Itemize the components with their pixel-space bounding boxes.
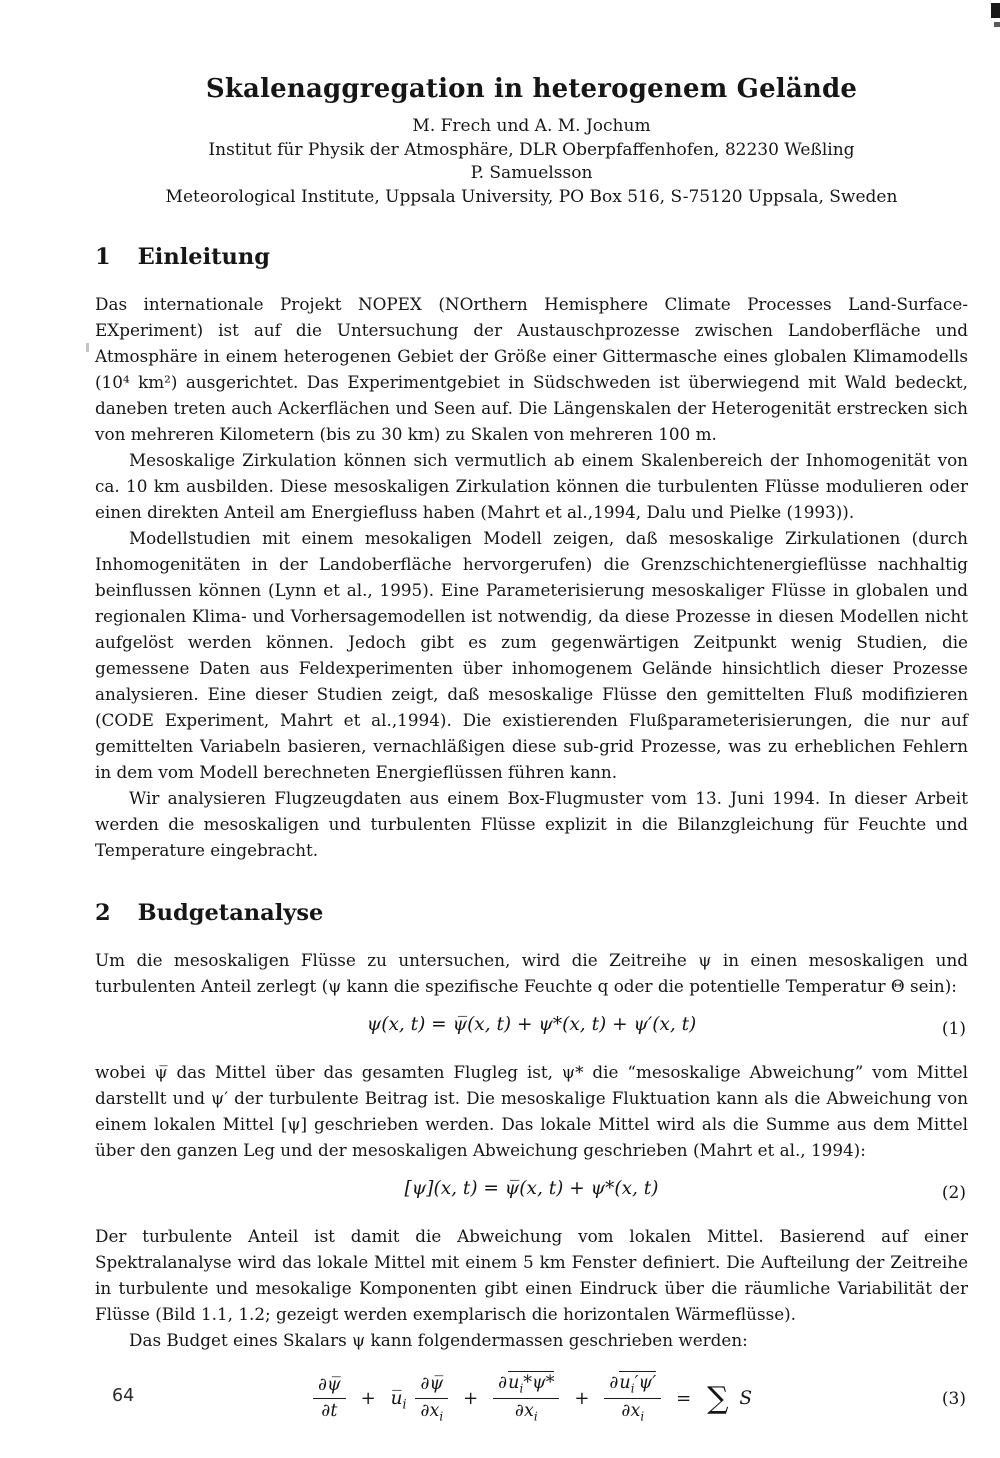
author-line-2: P. Samuelsson	[470, 163, 593, 183]
paragraph: Mesoskalige Zirkulation können sich vermutlich ab einem Skalenbereich der Inhomogenität von ca. 10 km ausbilden. Diese mesoskaligen Zirkulation können die turbulenten Flüsse modulieren oder einen direkten Anteil am Energiefluss haben (Mahrt et al.,1994, Dalu und Pielke (1993)).	[95, 450, 968, 522]
section-heading-einleitung	[95, 244, 968, 270]
storage-term-fraction: $\frac{\partial\psi̅}{\partial t}$	[313, 1375, 346, 1424]
overline-group: $u_i*\psi*$	[508, 1373, 555, 1396]
advection-term-fraction: $\frac{\partial\psi̅}{\partial x_i}$	[415, 1374, 448, 1424]
mesoscale-flux-term-fraction: $\frac{\partial u_i*\psi*}{\partial x_i}$	[493, 1373, 559, 1425]
section-number: 1	[95, 244, 111, 270]
paragraph: Das internationale Projekt NOPEX (NOrthern Hemisphere Climate Processes Land-Surface-EXperiment) ist auf die Untersuchung der Austauschprozesse zwischen Landoberfläche und Atmosphäre in einem heterogenen Gebiet der Größe einer Gittermasche eines globalen Klimamodells (10⁴ km²) ausgerichtet. Das Experimentgebiet in Südschweden ist überwiegend mit Wald bedeckt, daneben treten auch Ackerflächen und Seen auf. Die Längenskalen der Heterogenität erstrecken sich von mehreren Kilometern (bis zu 30 km) zu Skalen von mehreren 100 m.	[95, 294, 968, 444]
paragraph: Modellstudien mit einem mesokaligen Modell zeigen, daß mesoskalige Zirkulationen (durch Inhomogenitäten in der Landoberfläche hervorgerufen) die Grenzschichtenergieflüsse nachhaltig beinflussen können (Lynn et al., 1995). Eine Parameterisierung mesoskaliger Flüsse in globalen und regionalen Klima- und Vorhersagemodellen ist notwendig, da diese Prozesse in diesen Modellen nicht aufgelöst werden können. Jedoch gibt es zum gegenwärtigen Zeitpunkt wenig Studien, die gemessene Daten aus Feldexperimenten über inhomogenem Gelände hinsichtlich dieser Prozesse analysieren. Eine dieser Studien zeigt, daß mesoskalige Flüsse den gemittelten Fluß modifizieren (CODE Experiment, Mahrt et al.,1994). Die existierenden Flußparameterisierungen, die nur auf gemittelten Variabeln basieren, vernachläßigen diese sub-grid Prozesse, was zu erheblichen Fehlern in dem vom Modell berechneten Energieflüssen führen kann.	[95, 528, 968, 782]
plus-operator: +	[463, 1387, 479, 1409]
equation-number: (3)	[941, 1388, 966, 1409]
equation-number: (1)	[941, 1019, 966, 1039]
paragraph: Um die mesoskaligen Flüsse zu untersuchen, wird die Zeitreihe ψ in einen mesoskaligen und turbulenten Anteil zerlegt (ψ kann die spezifische Feuchte q oder die potentielle Temperatur Θ sein):	[95, 950, 968, 996]
equation-body: ψ(x, t) = ψ̅(x, t) + ψ*(x, t) + ψ′(x, t)	[366, 1014, 697, 1035]
equation-2	[95, 1178, 968, 1208]
authors-line: M. Frech und A. M. Jochum	[412, 116, 651, 136]
plus-operator: +	[360, 1387, 376, 1409]
section-heading-budgetanalyse	[95, 900, 968, 926]
section-number: 2	[95, 900, 111, 926]
equation-number: (2)	[941, 1183, 966, 1203]
author-block	[95, 115, 968, 209]
page-content	[95, 74, 968, 1443]
section-title: Einleitung	[137, 244, 270, 270]
affiliation-line-2: Meteorological Institute, Uppsala University, PO Box 516, S-75120 Uppsala, Sweden	[165, 186, 898, 207]
turbulent-flux-term-fraction: $\frac{\partial u_i'\psi'}{\partial x_i}$	[604, 1373, 661, 1425]
paragraph: Wir analysieren Flugzeugdaten aus einem Box-Flugmuster vom 13. Juni 1994. In dieser Arbeit werden die mesoskaligen und turbulenten Flüsse explizit in die Bilanzgleichung für Feuchte und Temperature eingebracht.	[95, 788, 968, 860]
summation-symbol: ∑	[707, 1380, 729, 1416]
affiliation-line-1: Institut für Physik der Atmosphäre, DLR Oberpfaffenhofen, 82230 Weßling	[208, 139, 855, 160]
equation-body: [ψ](x, t) = ψ̅(x, t) + ψ*(x, t)	[404, 1178, 659, 1199]
scan-artifact	[991, 3, 1000, 18]
source-term-symbol: S	[739, 1387, 753, 1409]
page-number: 64	[112, 1386, 135, 1406]
paragraph: wobei ψ̅ das Mittel über das gesamten Flugleg ist, ψ* die “mesoskalige Abweichung” vom Mittel darstellt und ψ′ der turbulente Beitrag ist. Die mesoskalige Fluktuation kann als die Abweichung von einem lokalen Mittel [ψ] geschrieben werden. Das lokale Mittel wird als die Summe aus dem Mittel über den ganzen Leg und der mesoskaligen Abweichung geschrieben (Mahrt et al., 1994):	[95, 1062, 968, 1160]
overline-group: $u_i'\psi'$	[619, 1373, 657, 1396]
paragraph: Der turbulente Anteil ist damit die Abweichung vom lokalen Mittel. Basierend auf einer Spektralanalyse wird das lokale Mittel mit einem 5 km Fenster definiert. Die Aufteilung der Zeitreihe in turbulente und mesokalige Komponenten gibt einen Eindruck über die räumliche Variabilität der Flüsse (Bild 1.1, 1.2; gezeigt werden exemplarisch die horizontalen Wärmeflüsse).	[95, 1226, 968, 1324]
scan-artifact	[86, 343, 89, 352]
section-title: Budgetanalyse	[137, 900, 324, 926]
equation-1	[95, 1014, 968, 1044]
equation-3	[95, 1373, 968, 1425]
mean-wind-coefficient: $u̅_i$	[390, 1387, 407, 1412]
page-title: Skalenaggregation in heterogenem Gelände	[205, 74, 858, 104]
paragraph: Das Budget eines Skalars ψ kann folgendermassen geschrieben werden:	[129, 1330, 748, 1350]
equals-operator: =	[676, 1387, 692, 1409]
plus-operator: +	[574, 1387, 590, 1409]
equation-body	[311, 1373, 753, 1424]
scan-artifact	[994, 22, 1000, 27]
